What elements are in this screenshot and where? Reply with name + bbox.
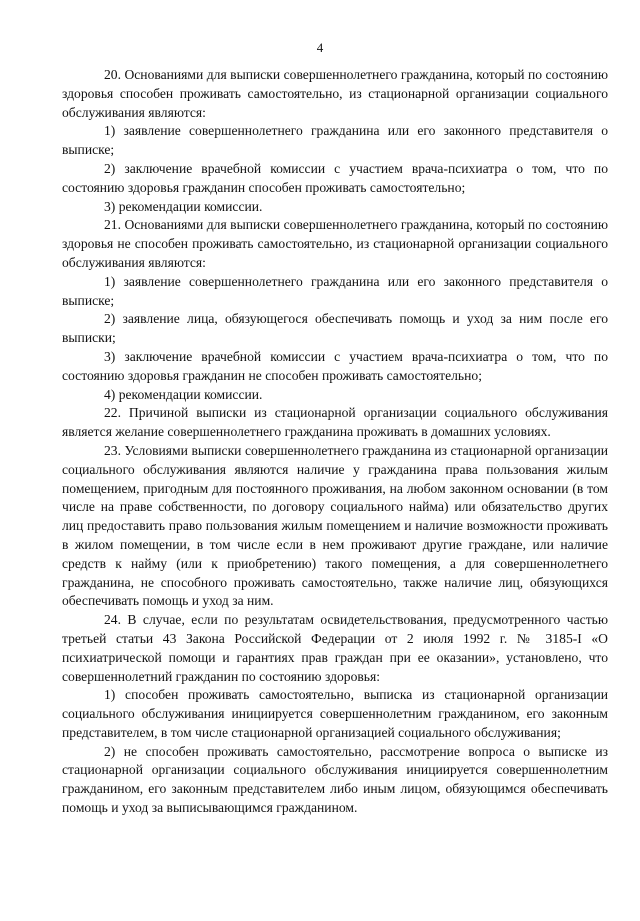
paragraph-24-item-2: 2) не способен проживать самостоятельно, рассмотрение вопроса о выписке из стационарной организации социального обслуживания инициируется совершеннолетним гражданином, его законным представителем либо иным лицом, обязующимся обеспечивать помощь и уход за выписывающимся гражданином. bbox=[62, 743, 608, 816]
page-number: 4 bbox=[316, 40, 324, 55]
paragraph-20-item-2: 2) заключение врачебной комиссии с участием врача-психиатра о том, что по состоянию здоровья гражданин способен проживать самостоятельно; bbox=[62, 160, 608, 195]
paragraph-22: 22. Причиной выписки из стационарной организации социального обслуживания является желание совершеннолетнего гражданина проживать в домашних условиях. bbox=[62, 405, 608, 440]
paragraph-21: 21. Основаниями для выписки совершеннолетнего гражданина, который по состоянию здоровья не способен проживать самостоятельно, из стационарной организации социального обслуживания являются: bbox=[62, 217, 608, 270]
paragraph-23: 23. Условиями выписки совершеннолетнего гражданина из стационарной организации социального обслуживания являются наличие у гражданина права пользования жилым помещением, пригодным для постоянного проживания, на любом законном основании (в том числе на праве собственности, по договору социального найма) или обязательство других лиц предоставить право пользования жилым помещением и наличие возможности проживать в жилом помещении, в том числе если в нем проживают другие граждане, или наличие средств к найму (или к приобретению) такого помещения, а для совершеннолетнего гражданина, не способного проживать самостоятельно, также наличие лиц, обязующихся обеспечивать помощь и уход за ним. bbox=[62, 442, 608, 609]
document-body bbox=[62, 66, 608, 818]
paragraph-21-item-2: 2) заявление лица, обязующегося обеспечивать помощь и уход за ним после его выписки; bbox=[62, 311, 608, 346]
paragraph-21-item-1: 1) заявление совершеннолетнего гражданина или его законного представителя о выписке; bbox=[62, 273, 608, 308]
paragraph-24-item-1: 1) способен проживать самостоятельно, выписка из стационарной организации социального обслуживания инициируется совершеннолетним гражданином, его законным представителем, в том числе стационарной организацией социального обслуживания; bbox=[62, 687, 608, 740]
paragraph-21-item-3: 3) заключение врачебной комиссии с участием врача-психиатра о том, что по состоянию здоровья гражданин не способен проживать самостоятельно; bbox=[62, 348, 608, 383]
paragraph-20-item-3: 3) рекомендации комиссии. bbox=[104, 198, 263, 214]
paragraph-20: 20. Основаниями для выписки совершеннолетнего гражданина, который по состоянию здоровья способен проживать самостоятельно, из стационарной организации социального обслуживания являются: bbox=[62, 67, 608, 120]
paragraph-24: 24. В случае, если по результатам освидетельствования, предусмотренного частью третьей статьи 43 Закона Российской Федерации от 2 июля 1992 г. № 3185-I «О психиатрической помощи и гарантиях прав граждан при ее оказании», установлено, что совершеннолетний гражданин по состоянию здоровья: bbox=[62, 612, 608, 684]
paragraph-21-item-4: 4) рекомендации комиссии. bbox=[104, 386, 263, 402]
paragraph-20-item-1: 1) заявление совершеннолетнего гражданина или его законного представителя о выписке; bbox=[62, 123, 608, 158]
